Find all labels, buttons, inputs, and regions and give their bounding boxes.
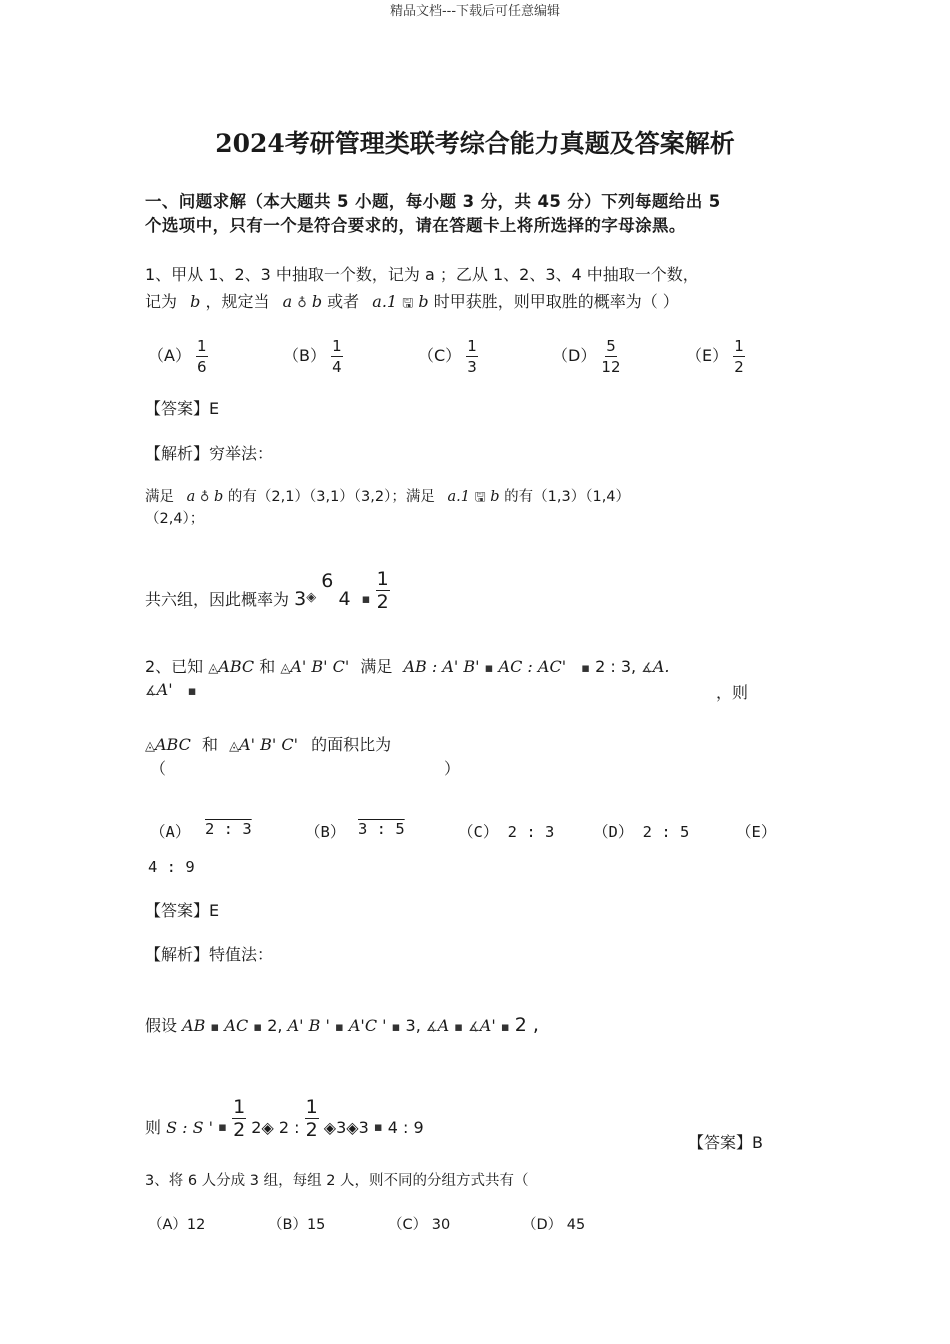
denominator: 2 xyxy=(233,1119,246,1141)
section-heading-line2: 个选项中，只有一个是符合要求的，请在答题卡上将所选择的字母涂黑。 xyxy=(145,216,686,235)
q2-paren-open: （ xyxy=(150,759,167,778)
denominator: 6 xyxy=(197,358,207,376)
q2-text: 的面积比为 xyxy=(311,735,392,754)
fraction xyxy=(196,336,208,377)
q2-paren-close: ） xyxy=(444,759,461,778)
q2-then: ，则 xyxy=(716,683,749,702)
q1-var-b: b xyxy=(418,292,429,311)
numerator: 1 xyxy=(233,1096,246,1118)
q2-triangle: ABC xyxy=(155,735,191,754)
q3-option-d: （D） 45 xyxy=(522,1217,586,1233)
fraction xyxy=(305,1096,319,1141)
denominator: 4 xyxy=(332,358,342,376)
numerator: 1 xyxy=(467,337,477,355)
q1-option-c xyxy=(418,336,478,377)
equals-symbol-icon: ▪ xyxy=(218,1120,227,1135)
sol-text: 的有（1,3）（1,4） xyxy=(504,489,631,505)
q1-line1: 1、甲从 1、2、3 中抽取一个数，记为 a ；乙从 1、2、3、4 中抽取一个数， xyxy=(145,265,699,284)
gt-symbol-icon: ♁ xyxy=(297,296,307,311)
equals-symbol-icon: ▪ xyxy=(334,1020,344,1035)
q1-var-a: a xyxy=(186,489,196,505)
q2-text: 2◈ 2 : xyxy=(251,1118,300,1137)
q1-var-b: b xyxy=(311,292,323,311)
q2-answer: 【答案】E xyxy=(145,901,220,920)
numerator: 1 xyxy=(376,568,389,590)
q3-option-c: （C） 30 xyxy=(388,1217,451,1233)
q1-text: 记为 xyxy=(145,292,178,311)
q1-solution-line2: （2,4）； xyxy=(145,511,205,527)
q2-option-e-label: （E） xyxy=(736,823,777,841)
document-title: 2024考研管理类联考综合能力真题及答案解析 xyxy=(215,129,735,158)
q3-option-b: （B）15 xyxy=(268,1217,326,1233)
q1-option-e xyxy=(686,336,745,377)
angle-icon: ∡ xyxy=(145,684,157,699)
num: 4 xyxy=(338,588,351,610)
denominator: 2 xyxy=(734,358,744,376)
q2-angle: A xyxy=(437,1016,450,1035)
option-label: （D） xyxy=(552,346,597,365)
q2-value: 4 : 9 xyxy=(387,1118,424,1137)
q3-line1: 3、将 6 人分成 3 组，每组 2 人，则不同的分组方式共有（ xyxy=(145,1173,529,1189)
equals-symbol-icon: ▪ xyxy=(500,1020,510,1035)
unknown-symbol-icon: ◈ xyxy=(306,590,317,605)
numerator: 1 xyxy=(197,337,207,355)
q1-option-d xyxy=(552,336,621,377)
sol-text: 的有（2,1）（3,1）（3,2）；满足 xyxy=(227,489,435,505)
equals-symbol-icon: ▪ xyxy=(187,684,197,699)
q2-ratio-value: 2 : 3, xyxy=(595,657,637,676)
q2-value: 2 , xyxy=(514,1014,539,1036)
q2-ratio: AC : AC' xyxy=(498,657,567,676)
equals-symbol-icon: ▪ xyxy=(373,1120,383,1135)
fraction xyxy=(331,336,343,377)
numerator: 1 xyxy=(332,337,342,355)
conclusion-text: 共六组，因此概率为 xyxy=(145,590,290,609)
q2-option-a-label: （A） xyxy=(150,823,191,841)
q2-option-b-value: 3 : 5 xyxy=(358,820,405,838)
q2-text: 2、已知 xyxy=(145,657,204,676)
q2-segment: A' B ' xyxy=(287,1016,330,1035)
q2-text: 和 xyxy=(259,657,276,676)
angle-icon: ∡ xyxy=(425,1020,438,1035)
q2-option-b-label: （B） xyxy=(305,823,346,841)
q1-answer: 【答案】E xyxy=(145,399,220,418)
fraction xyxy=(376,568,390,613)
equals-symbol-icon: ▪ xyxy=(361,592,371,607)
lt-symbol-icon: 🖫 xyxy=(474,490,486,505)
option-label: （A） xyxy=(148,346,191,365)
q2-segment: AB xyxy=(182,1016,206,1035)
triangle-icon: ◬ xyxy=(280,661,291,676)
numerator: 1 xyxy=(305,1096,318,1118)
angle-icon: ∡ xyxy=(468,1020,480,1035)
q1-option-a xyxy=(148,336,208,377)
q2-line2 xyxy=(145,680,197,699)
q1-analysis: 【解析】穷举法： xyxy=(145,444,274,463)
q1-solution-line1 xyxy=(145,485,630,510)
q2-text: 满足 xyxy=(360,657,393,676)
numerator: 5 xyxy=(606,337,616,355)
q2-option-d: （D） 2 : 5 xyxy=(593,823,690,841)
q2-text: 和 xyxy=(201,735,218,754)
q2-area: S : S ' xyxy=(166,1118,214,1137)
q1-text: 或者 xyxy=(327,292,360,311)
q1-var-a: a xyxy=(282,292,293,311)
q2-text: ◈3◈3 xyxy=(323,1118,369,1137)
q2-text: 则 xyxy=(145,1118,162,1137)
triangle-icon: ◬ xyxy=(208,661,219,676)
q2-angle: A. xyxy=(652,657,670,676)
q2-angle: A' xyxy=(479,1016,496,1035)
q1-var-b: b xyxy=(190,292,201,311)
equals-symbol-icon: ▪ xyxy=(581,661,591,676)
q2-option-a-value: 2 : 3 xyxy=(205,820,252,838)
q2-option-e-value: 4 : 9 xyxy=(148,858,195,876)
option-label: （C） xyxy=(418,346,462,365)
q1-var-a: a.1 xyxy=(372,292,398,311)
fraction xyxy=(601,336,620,377)
fraction xyxy=(466,336,478,377)
q2-assumption xyxy=(145,1013,539,1036)
denominator: 3 xyxy=(467,358,477,376)
q3-option-a: （A）12 xyxy=(148,1217,206,1233)
equals-symbol-icon: ▪ xyxy=(454,1020,464,1035)
denominator: 2 xyxy=(305,1119,318,1141)
q2-triangle: A' B' C' xyxy=(290,657,350,676)
q1-option-b xyxy=(283,336,343,377)
denominator: 2 xyxy=(376,591,389,613)
q2-ratio: AB : A' B' xyxy=(403,657,480,676)
q3-answer-right: 【答案】B xyxy=(688,1133,763,1152)
q2-angle: A' xyxy=(156,680,173,699)
q2-option-c: （C） 2 : 3 xyxy=(458,823,555,841)
num: 6 xyxy=(321,570,334,592)
q2-triangle: A' B' C' xyxy=(239,735,298,754)
q2-line1 xyxy=(145,654,670,677)
fraction xyxy=(232,1096,246,1141)
q2-text: 假设 xyxy=(145,1016,178,1035)
q2-segment: A'C ' xyxy=(348,1016,387,1035)
q2-value: 2, xyxy=(267,1016,283,1035)
equals-symbol-icon: ▪ xyxy=(391,1020,401,1035)
q2-line3 xyxy=(145,732,391,755)
num: 3 xyxy=(294,588,307,610)
lt-symbol-icon: 🖫 xyxy=(402,296,414,311)
q1-var-b: b xyxy=(214,489,224,505)
numerator: 1 xyxy=(734,337,744,355)
q1-line2 xyxy=(145,289,679,316)
q2-analysis: 【解析】特值法： xyxy=(145,945,274,964)
option-label: （B） xyxy=(283,346,326,365)
fraction xyxy=(733,336,745,377)
option-label: （E） xyxy=(686,346,729,365)
gt-symbol-icon: ♁ xyxy=(199,490,210,505)
q1-conclusion xyxy=(145,560,390,613)
q1-text: ，规定当 xyxy=(205,292,270,311)
q2-result xyxy=(145,1088,424,1141)
q1-text: 时甲获胜，则甲取胜的概率为（ ） xyxy=(433,292,679,311)
angle-icon: ∡ xyxy=(641,661,653,676)
q2-value: 3, xyxy=(405,1016,421,1035)
page-header: 精品文档---下载后可任意编辑 xyxy=(389,4,561,19)
sol-text: 满足 xyxy=(145,489,174,505)
triangle-icon: ◬ xyxy=(229,739,240,754)
denominator: 12 xyxy=(601,358,621,376)
q1-var-a: a.1 xyxy=(447,489,470,505)
q2-triangle: ABC xyxy=(218,657,255,676)
equals-symbol-icon: ▪ xyxy=(253,1020,263,1035)
q2-segment: AC xyxy=(224,1016,249,1035)
q1-var-b: b xyxy=(490,489,500,505)
section-heading-line1: 一、问题求解（本大题共 5 小题，每小题 3 分，共 45 分）下列每题给出 5 xyxy=(145,192,721,211)
equals-symbol-icon: ▪ xyxy=(484,661,494,676)
triangle-icon: ◬ xyxy=(145,739,155,754)
equals-symbol-icon: ▪ xyxy=(210,1020,220,1035)
